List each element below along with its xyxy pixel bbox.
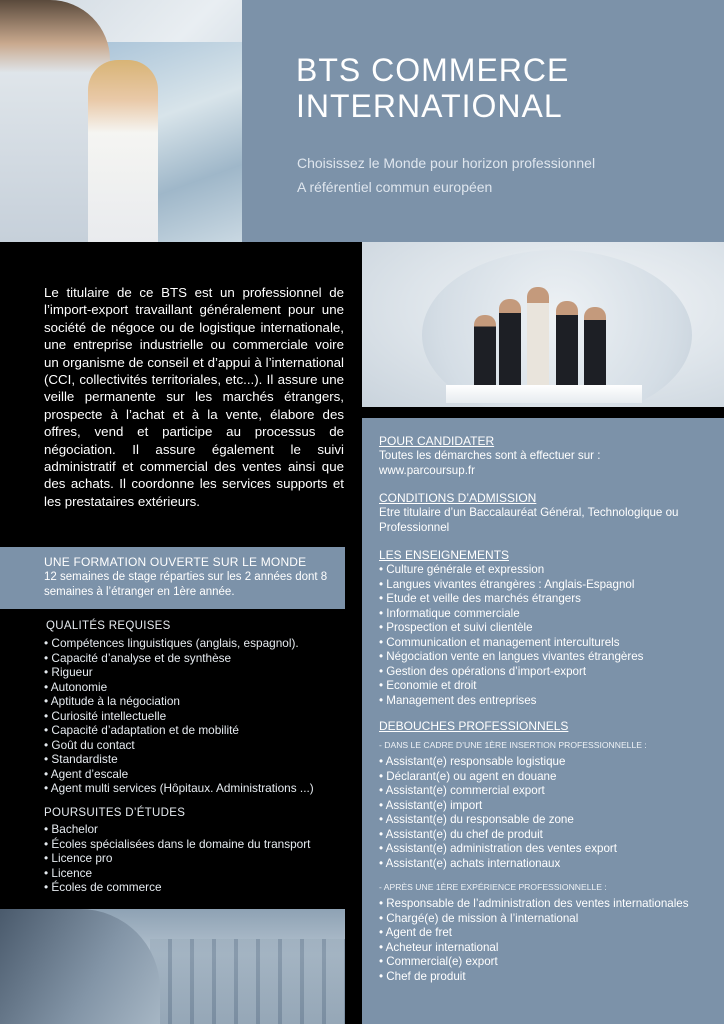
list-item: • Écoles spécialisées dans le domaine du transport [44,837,349,852]
photo-business-team [362,242,724,407]
photo-map-presentation [0,0,242,242]
debouches-title: DEBOUCHES PROFESSIONNELS [379,719,569,733]
list-item: • Chargé(e) de mission à l’international [379,912,717,927]
debouches-list-1 [379,755,717,871]
enseignements-title: LES ENSEIGNEMENTS [379,548,510,562]
list-item: • Assistant(e) commercial export [379,784,717,799]
formation-band [0,547,345,609]
list-item: • Bachelor [44,822,349,837]
port-cranes-image [150,939,345,1024]
qualites-list [44,636,349,796]
pedestal [446,385,642,403]
list-item: • Etude et veille des marchés étrangers [379,592,717,607]
list-item: • Licence [44,866,349,881]
list-item: • Informatique commerciale [379,607,717,622]
list-item: • Management des entreprises [379,694,717,709]
person-figure [474,315,496,387]
tagline-2: A référentiel commun européen [297,179,493,195]
poursuites-list [44,822,349,895]
list-item: • Assistant(e) du chef de produit [379,828,717,843]
title-block [242,0,724,242]
list-item: • Gestion des opérations d’import-export [379,665,717,680]
poursuites-title: POURSUITES D’ÉTUDES [44,807,186,819]
list-item: • Standardiste [44,752,349,767]
tagline-1: Choisissez le Monde pour horizon professionnel [297,155,596,171]
debouches-subtitle-2: - APRÈS UNE 1ÈRE EXPÉRIENCE PROFESSIONNELLE : [379,882,607,892]
list-item: • Goût du contact [44,738,349,753]
list-item: • Acheteur international [379,941,717,956]
person-figure [499,299,521,387]
list-item: • Déclarant(e) ou agent en douane [379,770,717,785]
intro-paragraph: Le titulaire de ce BTS est un professionnel de l’import-export travaillant généralement pour une société de négoce ou de logistique internationale, une entreprise industrielle ou commerciale voire un organisme de conseil et d’appui à l’international (CCI, collectivités territoriales, etc...). Il assure une veille permanente sur les marchés étrangers, prospecte à l’achat et à la vente, élabore des offres, vend et participe au processus de négociation. Il assure également le suivi administratif et commercial des ventes ainsi que des achats. Il coordonne les services supports et les prestataires extérieurs. [44,285,344,509]
candidater-text [379,449,709,478]
list-item: • Licence pro [44,851,349,866]
list-item: • Négociation vente en langues vivantes étrangères [379,650,717,665]
list-item: • Agent multi services (Hôpitaux. Administrations ...) [44,781,349,796]
list-item: • Assistant(e) du responsable de zone [379,813,717,828]
list-item: • Agent de fret [379,926,717,941]
list-item: • Curiosité intellectuelle [44,709,349,724]
enseignements-list [379,563,717,708]
debouches-subtitle-1: - DANS LE CADRE D’UNE 1ÈRE INSERTION PROFESSIONNELLE : [379,740,647,750]
list-item: • Assistant(e) administration des ventes export [379,842,717,857]
list-item: • Responsable de l’administration des ventes internationales [379,897,717,912]
info-panel [362,418,724,1024]
person-figure [556,301,578,387]
list-item: • Communication et management interculturels [379,636,717,651]
title-line-1: BTS COMMERCE [296,52,570,88]
list-item: • Economie et droit [379,679,717,694]
formation-text: 12 semaines de stage réparties sur les 2 années dont 8 semaines à l’étranger en 1ère année. [44,571,328,598]
debouches-list-2 [379,897,717,984]
list-item: • Écoles de commerce [44,880,349,895]
list-item: • Agent d’escale [44,767,349,782]
title-line-2: INTERNATIONAL [296,88,563,124]
candidater-line: Toutes les démarches sont à effectuer sur : [379,449,601,462]
list-item: • Commercial(e) export [379,955,717,970]
list-item: • Aptitude à la négociation [44,694,349,709]
list-item: • Langues vivantes étrangères : Anglais-Espagnol [379,578,717,593]
list-item: • Chef de produit [379,970,717,985]
list-item: • Assistant(e) import [379,799,717,814]
list-item: • Assistant(e) responsable logistique [379,755,717,770]
formation-title: UNE FORMATION OUVERTE SUR LE MONDE [44,555,307,569]
person-figure [584,307,606,387]
list-item: • Capacité d’adaptation et de mobilité [44,723,349,738]
conditions-text: Etre titulaire d’un Baccalauréat Général, Technologique ou Professionnel [379,506,679,534]
list-item: • Prospection et suivi clientèle [379,621,717,636]
person-figure [527,287,549,387]
woman-figure [88,60,158,242]
hands-image [0,909,160,1024]
page-title [296,52,696,124]
list-item: • Assistant(e) achats internationaux [379,857,717,872]
candidater-title: POUR CANDIDATER [379,434,495,448]
list-item: • Capacité d’analyse et de synthèse [44,651,349,666]
team-figures [474,282,624,387]
photo-logistics [0,909,345,1024]
qualites-title: QUALITÉS REQUISES [46,620,171,632]
parcoursup-link[interactable]: www.parcoursup.fr [379,463,476,477]
list-item: • Rigueur [44,665,349,680]
list-item: • Autonomie [44,680,349,695]
list-item: • Culture générale et expression [379,563,717,578]
conditions-title: CONDITIONS D’ADMISSION [379,491,537,505]
list-item: • Compétences linguistiques (anglais, espagnol). [44,636,349,651]
